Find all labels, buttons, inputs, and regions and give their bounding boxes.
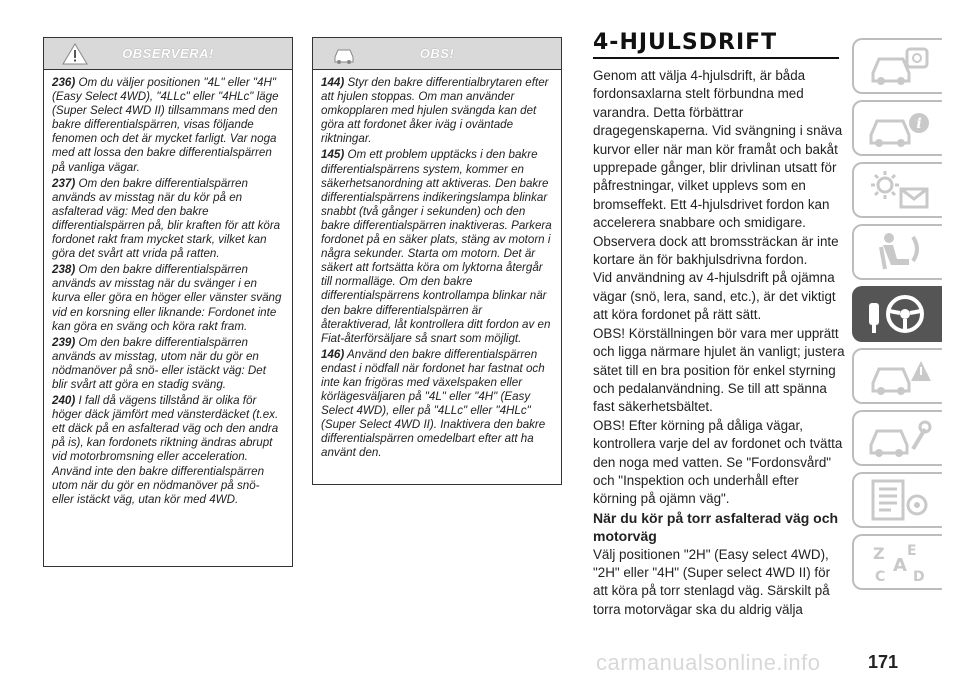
note-item bbox=[321, 148, 553, 345]
tab-specifications[interactable] bbox=[852, 472, 942, 528]
car-service-icon bbox=[863, 415, 933, 461]
note-item-text: Om den bakre differentialspärren används av misstag, utom när du gör en nödmanöver på snö- eller istäckt väg: Det blir svårt att göra en stadig sväng. bbox=[52, 335, 266, 391]
note-item-number: 237) bbox=[52, 176, 76, 190]
note-box-header bbox=[313, 38, 561, 70]
paragraph: Vid användning av 4-hjulsdrift på ojämna vägar (snö, lera, sand, etc.), är det viktigt att köra fordonet på rätt sätt. bbox=[593, 270, 836, 323]
note-box-title: OBS! bbox=[419, 46, 455, 61]
note-item-number: 144) bbox=[321, 76, 345, 89]
tab-car-service[interactable] bbox=[852, 410, 942, 466]
note-item bbox=[52, 336, 284, 392]
svg-text:D: D bbox=[913, 569, 925, 585]
paragraph: Genom att välja 4-hjulsdrift, är båda fordonsaxlarna stelt förbundna med varandra. Detta förbättrar dragegenskaperna. Vid svängning i snäva kurvor eller när man kör framåt och bakåt upprepade gånger, blir drivlinan utsatt för påfrestningar, vilket upplevs som en bromseffekt. Ett 4-hjulsdrivet fordon kan accelerera snabbare och smidigare. bbox=[593, 68, 843, 231]
steering-key-icon bbox=[863, 291, 933, 337]
note-item-number: 146) bbox=[321, 347, 345, 361]
note-item-number: 238) bbox=[52, 263, 76, 277]
svg-text:C: C bbox=[875, 569, 886, 585]
warning-box-header bbox=[44, 38, 292, 70]
note-item bbox=[52, 394, 284, 507]
warning-box-body bbox=[44, 70, 292, 515]
warning-box-title: OBSERVERA! bbox=[122, 46, 214, 61]
paragraph: OBS! Efter körning på dåliga vägar, kontrollera varje del av fordonet och tvätta den noga med vatten. Se "Fordonsvård" och "Inspektion och underhåll efter körning på ojämn väg". bbox=[593, 417, 843, 507]
car-info-icon bbox=[863, 105, 933, 151]
section-body bbox=[593, 67, 845, 619]
note-item-text: Om den bakre differentialspärren används av misstag när du kör på en asfalterad väg: Med den bakre differentialspärren på, blir kraften för att köra fordonet rakt fram mycket stark, vilket kan göra det svårt att vrida på ratten. bbox=[52, 176, 281, 261]
car-warning-icon bbox=[863, 353, 933, 399]
page-number: 171 bbox=[868, 652, 899, 672]
note-item-number: 239) bbox=[52, 335, 76, 349]
airbag-seat-icon bbox=[863, 229, 933, 275]
paragraph: Observera dock att bromssträckan är inte kortare än för bakhjulsdrivna fordon. bbox=[593, 233, 839, 268]
note-box-body bbox=[313, 70, 561, 469]
note-item-number: 240) bbox=[52, 394, 76, 408]
watermark: carmanualsonline.info bbox=[596, 650, 821, 675]
paragraph: OBS! Körställningen bör vara mer upprätt och ligga närmare hjulet än vanligt; justera sätet till en bra position för enkel styrning och pedalanvändning. Se till att spänna fast säkerhetsbältet. bbox=[593, 325, 845, 415]
car-dashboard-icon bbox=[863, 43, 933, 89]
warning-triangle-icon bbox=[62, 43, 88, 65]
note-item bbox=[52, 263, 284, 333]
note-item-text: Om du väljer positionen "4L" eller "4H" (Easy Select 4WD), "4LLc" eller "4HLc" läge (Super Select 4WD II) tillsammans med den bakre differentialspärren, visas följande fenomen och det är mycket farligt. Var noga med att lossa den bakre differentialspärren på vanliga vägar. bbox=[52, 76, 279, 174]
note-item-text: Om den bakre differentialspärren används av misstag när du svänger i en kurva eller göra en höger eller vänster sväng vid en korsning eller liknande: Fordonet inte kan göra en sväng och köra rakt fram. bbox=[52, 263, 282, 333]
svg-text:A: A bbox=[893, 555, 907, 576]
tab-airbag-seat[interactable] bbox=[852, 224, 942, 280]
main-section bbox=[593, 30, 845, 619]
tab-index[interactable] bbox=[852, 534, 942, 590]
note-item-text: Om ett problem upptäcks i den bakre differentialspärrens system, kommer en säkerhetsanordning att aktiveras. Den bakre differentialspärrens indikeringslampa blinkar snabbt (två gånger i sekunden) och den bakre differentialspärren inaktiveras. Parkera fordonet på en säker plats, stäng av motorn i några sekunder. Starta om motorn. Det är säkert att fortsätta köra om lyktorna återgår till normalläge. Om den bakre differentialspärrens kontrollampa blinkar när den bakre differentialspärren är återaktiverad, låt kontrollera ditt fordon av en Fiat-återförsäljare så snart som möjligt. bbox=[321, 148, 552, 345]
tab-car-info[interactable] bbox=[852, 100, 942, 156]
tab-steering-key[interactable] bbox=[852, 286, 942, 342]
paragraph: Välj positionen "2H" (Easy select 4WD), "2H" eller "4H" (Super select 4WD II) för att köra på torr stenlagd väg. Särskilt på torra motorvägar ska du aldrig välja bbox=[593, 546, 831, 617]
note-item-number: 236) bbox=[52, 76, 76, 89]
note-item bbox=[321, 348, 553, 461]
note-item-number: 145) bbox=[321, 148, 345, 162]
svg-text:Z: Z bbox=[873, 544, 885, 563]
tab-warning-lights[interactable] bbox=[852, 162, 942, 218]
note-item-text: I fall då vägens tillstånd är olika för höger däck jämfört med vänsterdäcket (t.ex. ett däck på en asfalterad väg och den andra på is), kan fordonets riktning ändras abrupt vid motorbromsning eller acceleration. Använd inte den bakre differentialspärren utom när du gör en nödmanöver på snö- eller istäckt väg, utan kör med 4WD. bbox=[52, 394, 279, 506]
subheading: När du kör på torr asfalterad väg och motorväg bbox=[593, 509, 839, 545]
tab-car-warning[interactable] bbox=[852, 348, 942, 404]
index-icon bbox=[863, 539, 933, 585]
note-item bbox=[52, 76, 284, 175]
note-item bbox=[52, 177, 284, 262]
warning-box bbox=[43, 37, 293, 567]
tab-car-dashboard[interactable] bbox=[852, 38, 942, 94]
warning-lights-icon bbox=[863, 167, 933, 213]
chapter-tabs bbox=[852, 38, 942, 596]
car-caution-icon bbox=[331, 43, 357, 65]
svg-text:i: i bbox=[916, 116, 922, 132]
note-item bbox=[321, 76, 553, 146]
section-title: 4-HJULSDRIFT bbox=[593, 30, 839, 59]
svg-text:E: E bbox=[907, 543, 917, 559]
specifications-icon bbox=[863, 477, 933, 523]
note-item-text: Använd den bakre differentialspärren endast i nödfall när fordonet har fastnat och inte kan frigöras med växelspaken eller körlägesväljaren på "4L" eller "4H" (Easy Select 4WD), eller på "4LLc" eller "4HLc" (Super Select 4WD II). Inaktivera den bakre differentialspärren omedelbart efter att ha använt den. bbox=[321, 347, 546, 460]
note-item-text: Styr den bakre differentialbrytaren efter att hjulen stoppas. Om man använder omkopplaren med hjulen svängda kan det göra att fordonet åker iväg i oväntade riktningar. bbox=[321, 76, 549, 146]
note-box bbox=[312, 37, 562, 485]
